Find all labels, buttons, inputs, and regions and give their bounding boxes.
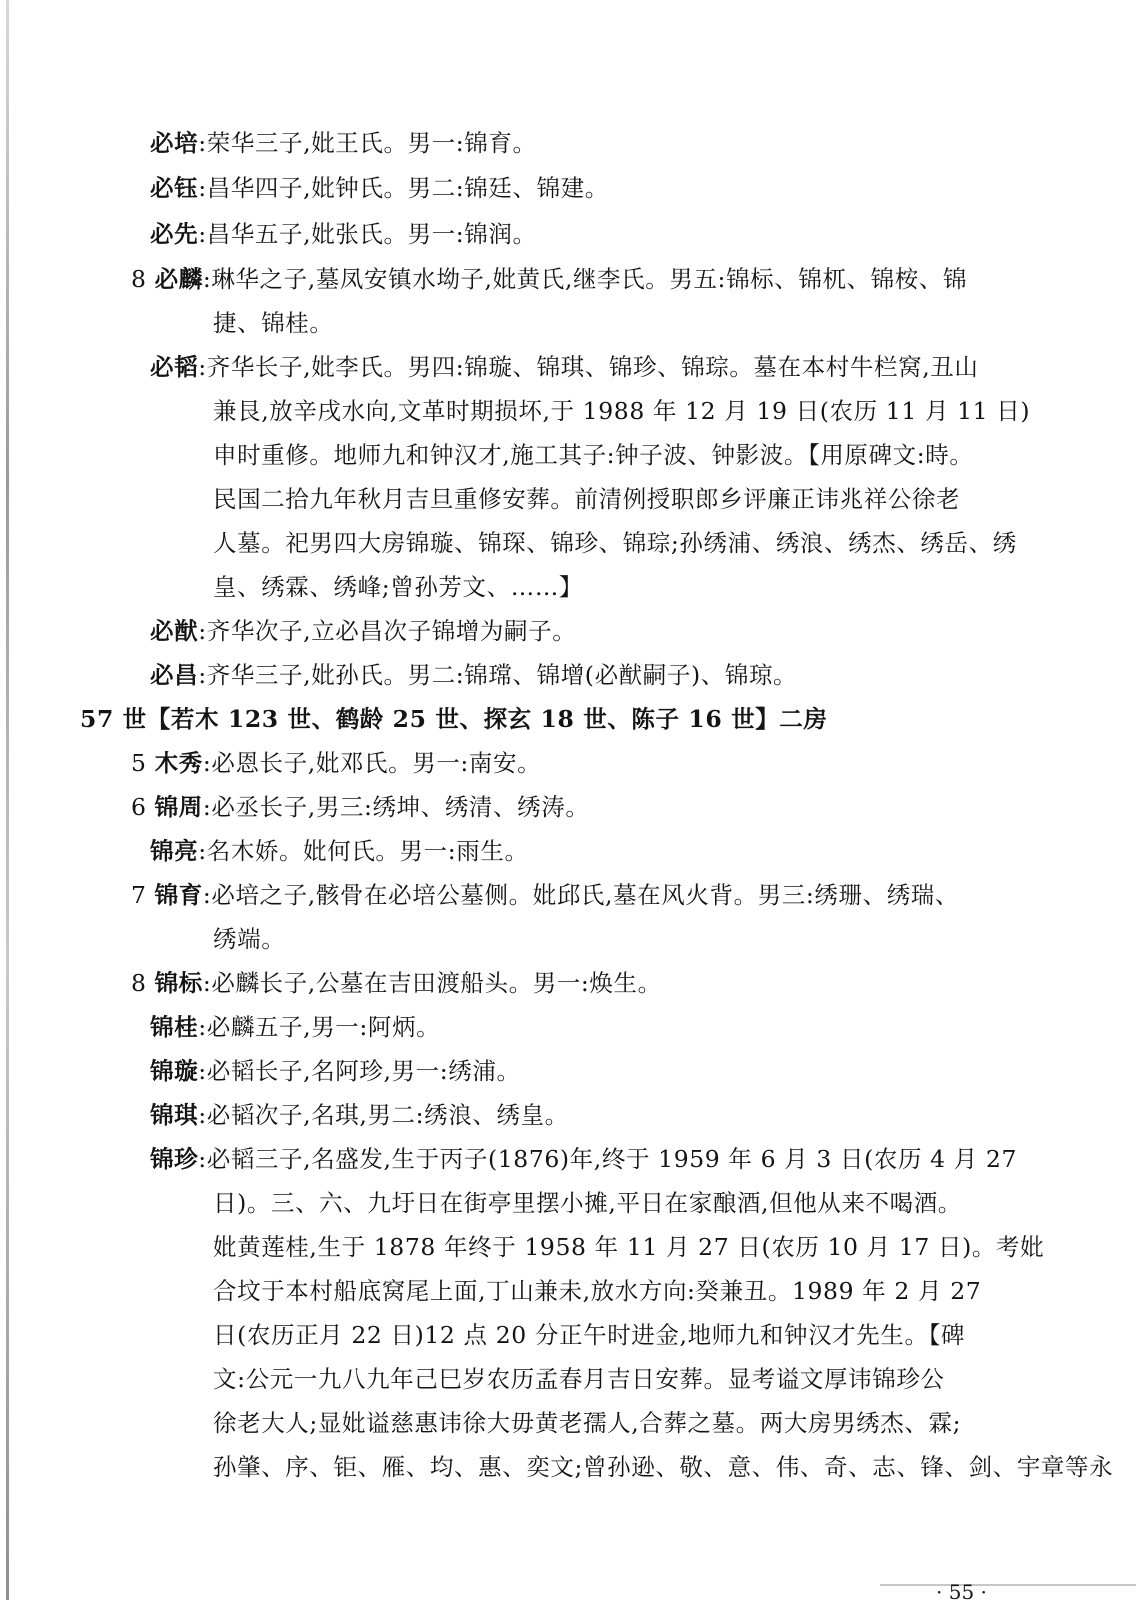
entry-line: 必韬:齐华长子,妣李氏。男四:锦璇、锦琪、锦珍、锦琮。墓在本村牛栏窝,丑山: [150, 353, 979, 381]
entry-line: 6 锦周:必丞长子,男三:绣坤、绣清、绣涛。: [131, 793, 590, 821]
entry-line: 锦桂:必麟五子,男一:阿炳。: [150, 1013, 441, 1041]
continuation-line: 合坟于本村船底窝尾上面,丁山兼未,放水方向:癸兼丑。1989 年 2 月 27: [213, 1277, 982, 1305]
entry-line: 锦珍:必韬三子,名盛发,生于丙子(1876)年,终于 1959 年 6 月 3 日(农历 4 月 27: [150, 1145, 1018, 1173]
entry-line: 5 木秀:必恩长子,妣邓氏。男一:南安。: [131, 749, 542, 777]
entry-line: 必培:荣华三子,妣王氏。男一:锦育。: [150, 129, 537, 157]
generation-heading: 57 世【若木 123 世、鹤龄 25 世、探玄 18 世、陈子 16 世】二房: [80, 705, 828, 733]
entry-line: 7 锦育:必培之子,骸骨在必培公墓侧。妣邱氏,墓在风火背。男三:绣珊、绣瑞、: [131, 881, 960, 909]
continuation-line: 日)。三、六、九圩日在街亭里摆小摊,平日在家酿酒,但他从来不喝酒。: [213, 1189, 962, 1217]
entry-line: 必昌:齐华三子,妣孙氏。男二:锦瑺、锦增(必猷嗣子)、锦琼。: [150, 661, 798, 689]
page-number: · 55 ·: [936, 1580, 987, 1604]
continuation-line: 妣黄莲桂,生于 1878 年终于 1958 年 11 月 27 日(农历 10 月 17 日)。考妣: [213, 1233, 1045, 1261]
continuation-line: 徐老大人;显妣谥慈惠讳徐大毋黄老孺人,合葬之墓。两大房男绣杰、霖;: [213, 1409, 962, 1437]
continuation-line: 民国二拾九年秋月吉旦重修安葬。前清例授职郎乡评廉正讳兆祥公徐老: [213, 485, 961, 513]
continuation-line: 捷、锦桂。: [213, 309, 334, 337]
continuation-line: 日(农历正月 22 日)12 点 20 分正午时进金,地师九和钟汉才先生。【碑: [213, 1321, 966, 1349]
entry-line: 8 锦标:必麟长子,公墓在吉田渡船头。男一:焕生。: [131, 969, 662, 997]
entry-line: 必钰:昌华四子,妣钟氏。男二:锦廷、锦建。: [150, 174, 609, 202]
entry-line: 8 必麟:琳华之子,墓凤安镇水坳子,妣黄氏,继李氏。男五:锦标、锦杌、锦桉、锦: [131, 265, 968, 293]
continuation-line: 兼艮,放辛戌水向,文革时期损坏,于 1988 年 12 月 19 日(农历 11 月 11 日): [213, 397, 1031, 425]
continuation-line: 皇、绣霖、绣峰;曾孙芳文、……】: [213, 573, 584, 601]
continuation-line: 孙肇、序、钜、雁、均、惠、奕文;曾孙逊、敬、意、伟、奇、志、锋、剑、宇章等永: [213, 1453, 1114, 1481]
continuation-line: 绣端。: [213, 925, 286, 953]
entry-line: 必猷:齐华次子,立必昌次子锦增为嗣子。: [150, 617, 577, 645]
continuation-line: 文:公元一九八九年己巳岁农历孟春月吉日安葬。显考谥文厚讳锦珍公: [213, 1365, 945, 1393]
entry-line: 锦亮:名木娇。妣何氏。男一:雨生。: [150, 837, 529, 865]
entry-line: 锦琪:必韬次子,名琪,男二:绣浪、绣皇。: [150, 1101, 569, 1129]
continuation-line: 申时重修。地师九和钟汉才,施工其子:钟子波、钟影波。【用原碑文:時。: [213, 441, 974, 469]
continuation-line: 人墓。祀男四大房锦璇、锦琛、锦珍、锦琮;孙绣浦、绣浪、绣杰、绣岳、绣: [213, 529, 1017, 557]
entry-line: 锦璇:必韬长子,名阿珍,男一:绣浦。: [150, 1057, 521, 1085]
entry-line: 必先:昌华五子,妣张氏。男一:锦润。: [150, 220, 537, 248]
